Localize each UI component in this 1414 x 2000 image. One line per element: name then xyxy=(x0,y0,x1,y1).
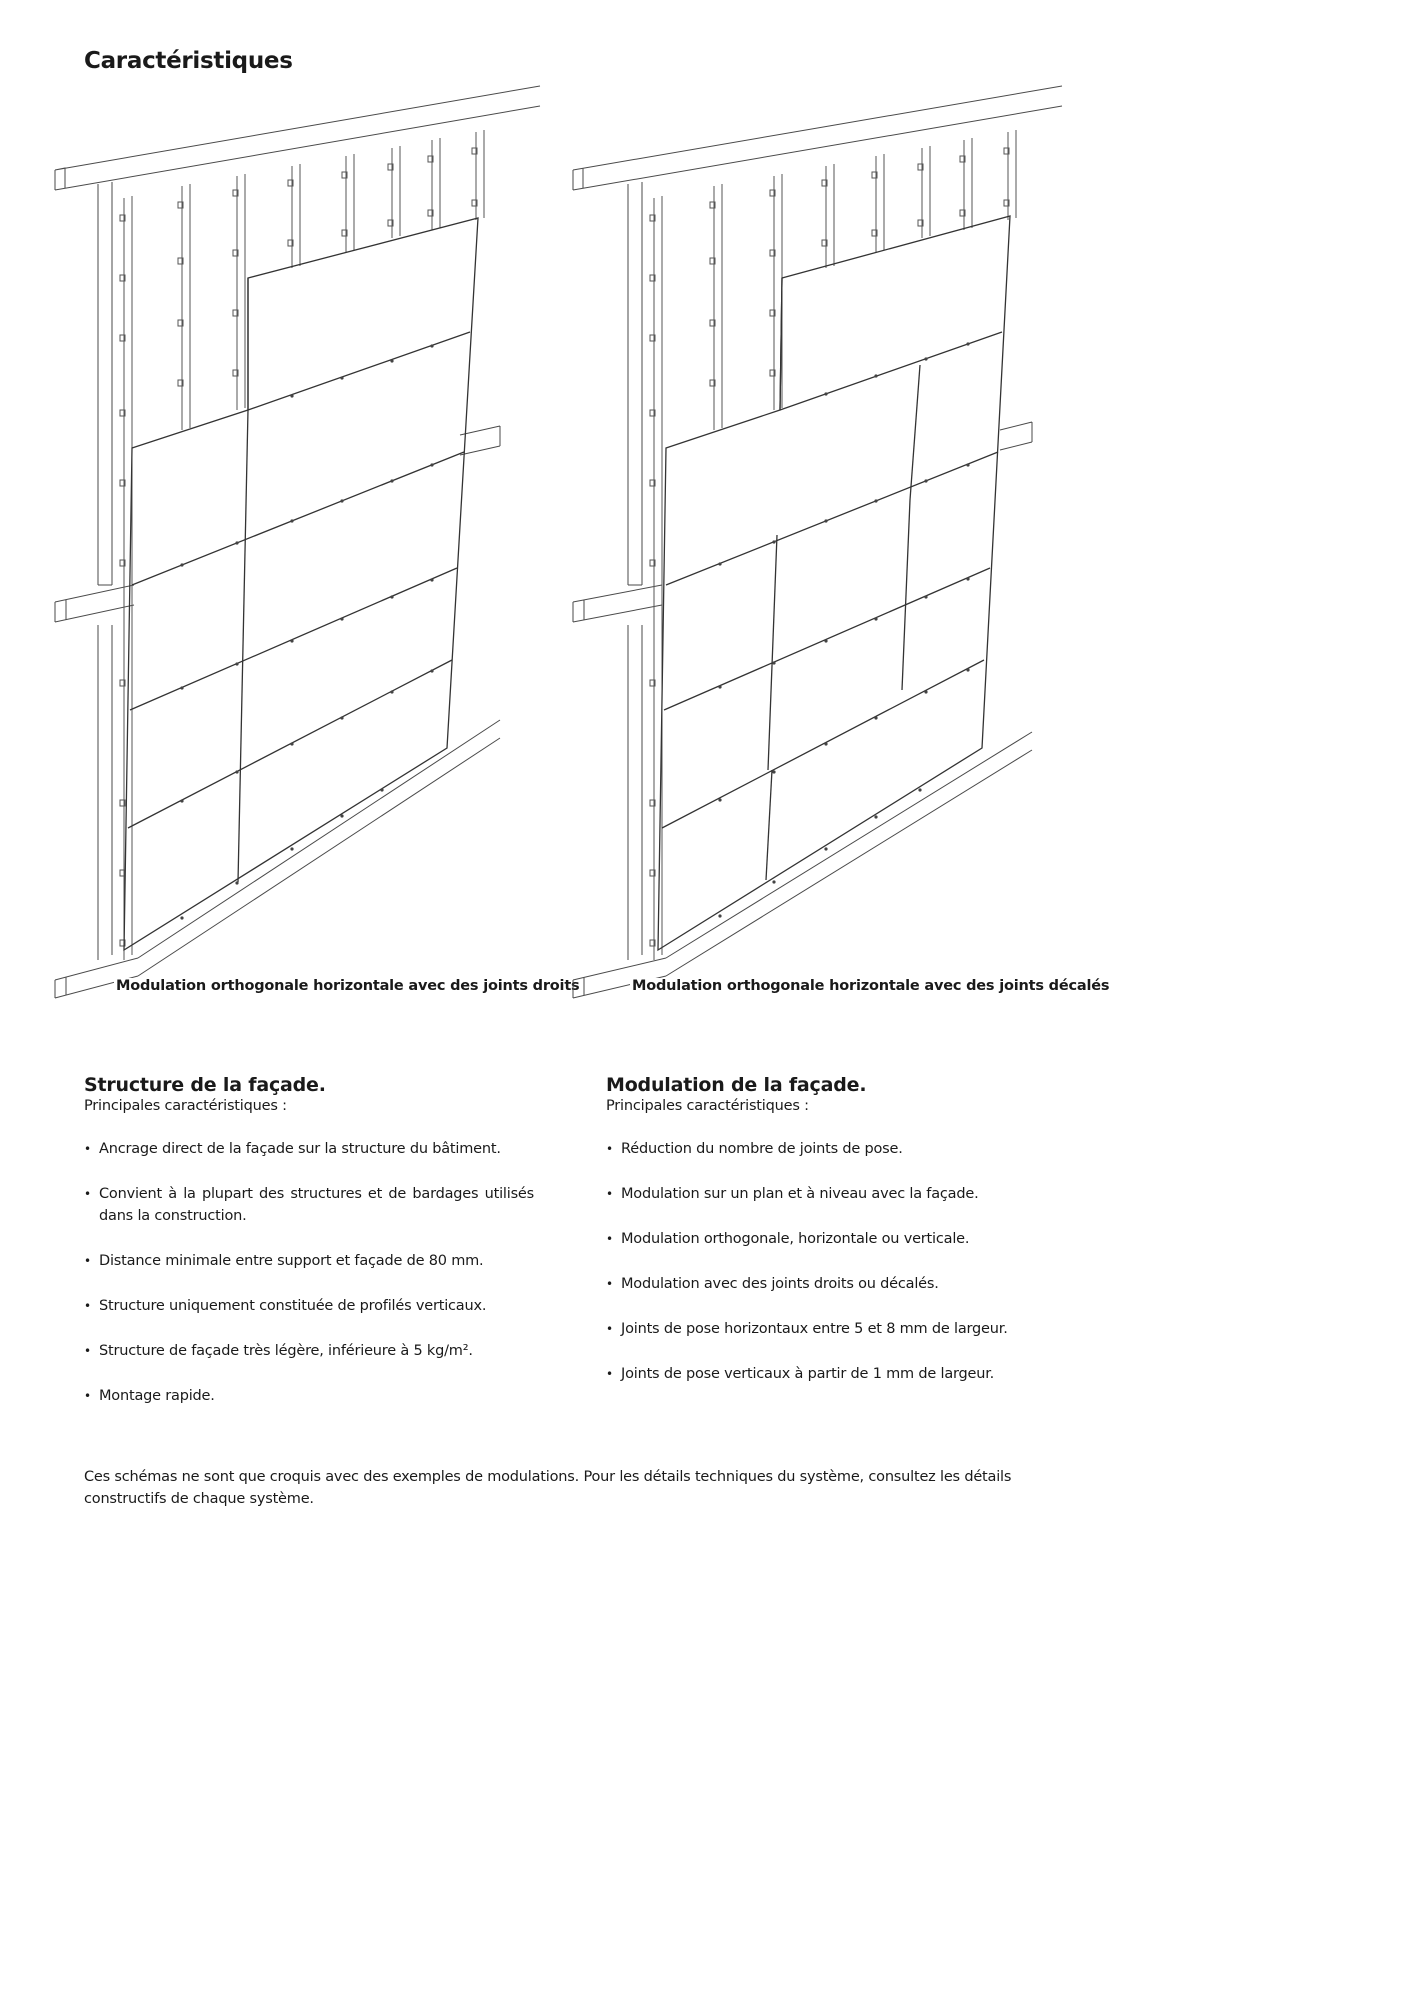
facade-diagram-straight-joints xyxy=(52,80,552,1010)
list-item: • Modulation sur un plan et à niveau avec la façade. xyxy=(606,1183,1056,1205)
wall-post xyxy=(628,182,642,960)
list-item: • Montage rapide. xyxy=(84,1385,534,1407)
vertical-rails xyxy=(124,130,484,960)
wall-post xyxy=(98,182,112,960)
modulation-subtitle: Principales caractéristiques : xyxy=(606,1098,809,1114)
diagram-caption-straight: Modulation orthogonale horizontale avec des joints droits xyxy=(116,978,580,994)
bottom-beam xyxy=(55,720,500,998)
facade-drawing-staggered xyxy=(570,80,1070,1010)
list-item: • Convient à la plupart des structures et de bardages utilisés dans la construction. xyxy=(84,1183,534,1227)
middle-beam xyxy=(55,426,500,622)
modulation-title: Modulation de la façade. xyxy=(606,1074,867,1096)
top-beam xyxy=(573,86,1062,190)
modulation-section xyxy=(606,1074,1056,1408)
list-item: • Ancrage direct de la façade sur la structure du bâtiment. xyxy=(84,1138,534,1160)
diagram-caption-staggered: Modulation orthogonale horizontale avec des joints décalés xyxy=(632,978,1110,994)
structure-subtitle: Principales caractéristiques : xyxy=(84,1098,287,1114)
list-item: • Distance minimale entre support et façade de 80 mm. xyxy=(84,1250,534,1272)
list-item: • Structure uniquement constituée de profilés verticaux. xyxy=(84,1295,534,1317)
list-item: • Joints de pose verticaux à partir de 1 mm de largeur. xyxy=(606,1363,1056,1385)
list-item: • Modulation orthogonale, horizontale ou verticale. xyxy=(606,1228,1056,1250)
list-item: • Modulation avec des joints droits ou décalés. xyxy=(606,1273,1056,1295)
footer-note: Ces schémas ne sont que croquis avec des exemples de modulations. Pour les détails techniques du système, consultez les détails constructifs de chaque système. xyxy=(84,1469,1012,1507)
structure-list xyxy=(84,1138,534,1407)
top-beam xyxy=(55,86,540,190)
structure-title: Structure de la façade. xyxy=(84,1074,326,1096)
cladding-panels xyxy=(124,218,478,950)
list-item: • Joints de pose horizontaux entre 5 et 8 mm de largeur. xyxy=(606,1318,1056,1340)
fixing-points xyxy=(180,344,433,919)
facade-diagram-staggered-joints xyxy=(570,80,1070,1010)
fixing-points xyxy=(718,342,969,917)
facade-drawing-straight xyxy=(52,80,552,1010)
structure-section xyxy=(84,1074,534,1430)
vertical-rails xyxy=(654,130,1016,960)
page-title: Caractéristiques xyxy=(84,48,293,74)
list-item: • Réduction du nombre de joints de pose. xyxy=(606,1138,1056,1160)
fixing-clips xyxy=(650,148,1009,946)
list-item: • Structure de façade très légère, inférieure à 5 kg/m². xyxy=(84,1340,534,1362)
fixing-clips xyxy=(120,148,477,946)
modulation-list xyxy=(606,1138,1056,1385)
